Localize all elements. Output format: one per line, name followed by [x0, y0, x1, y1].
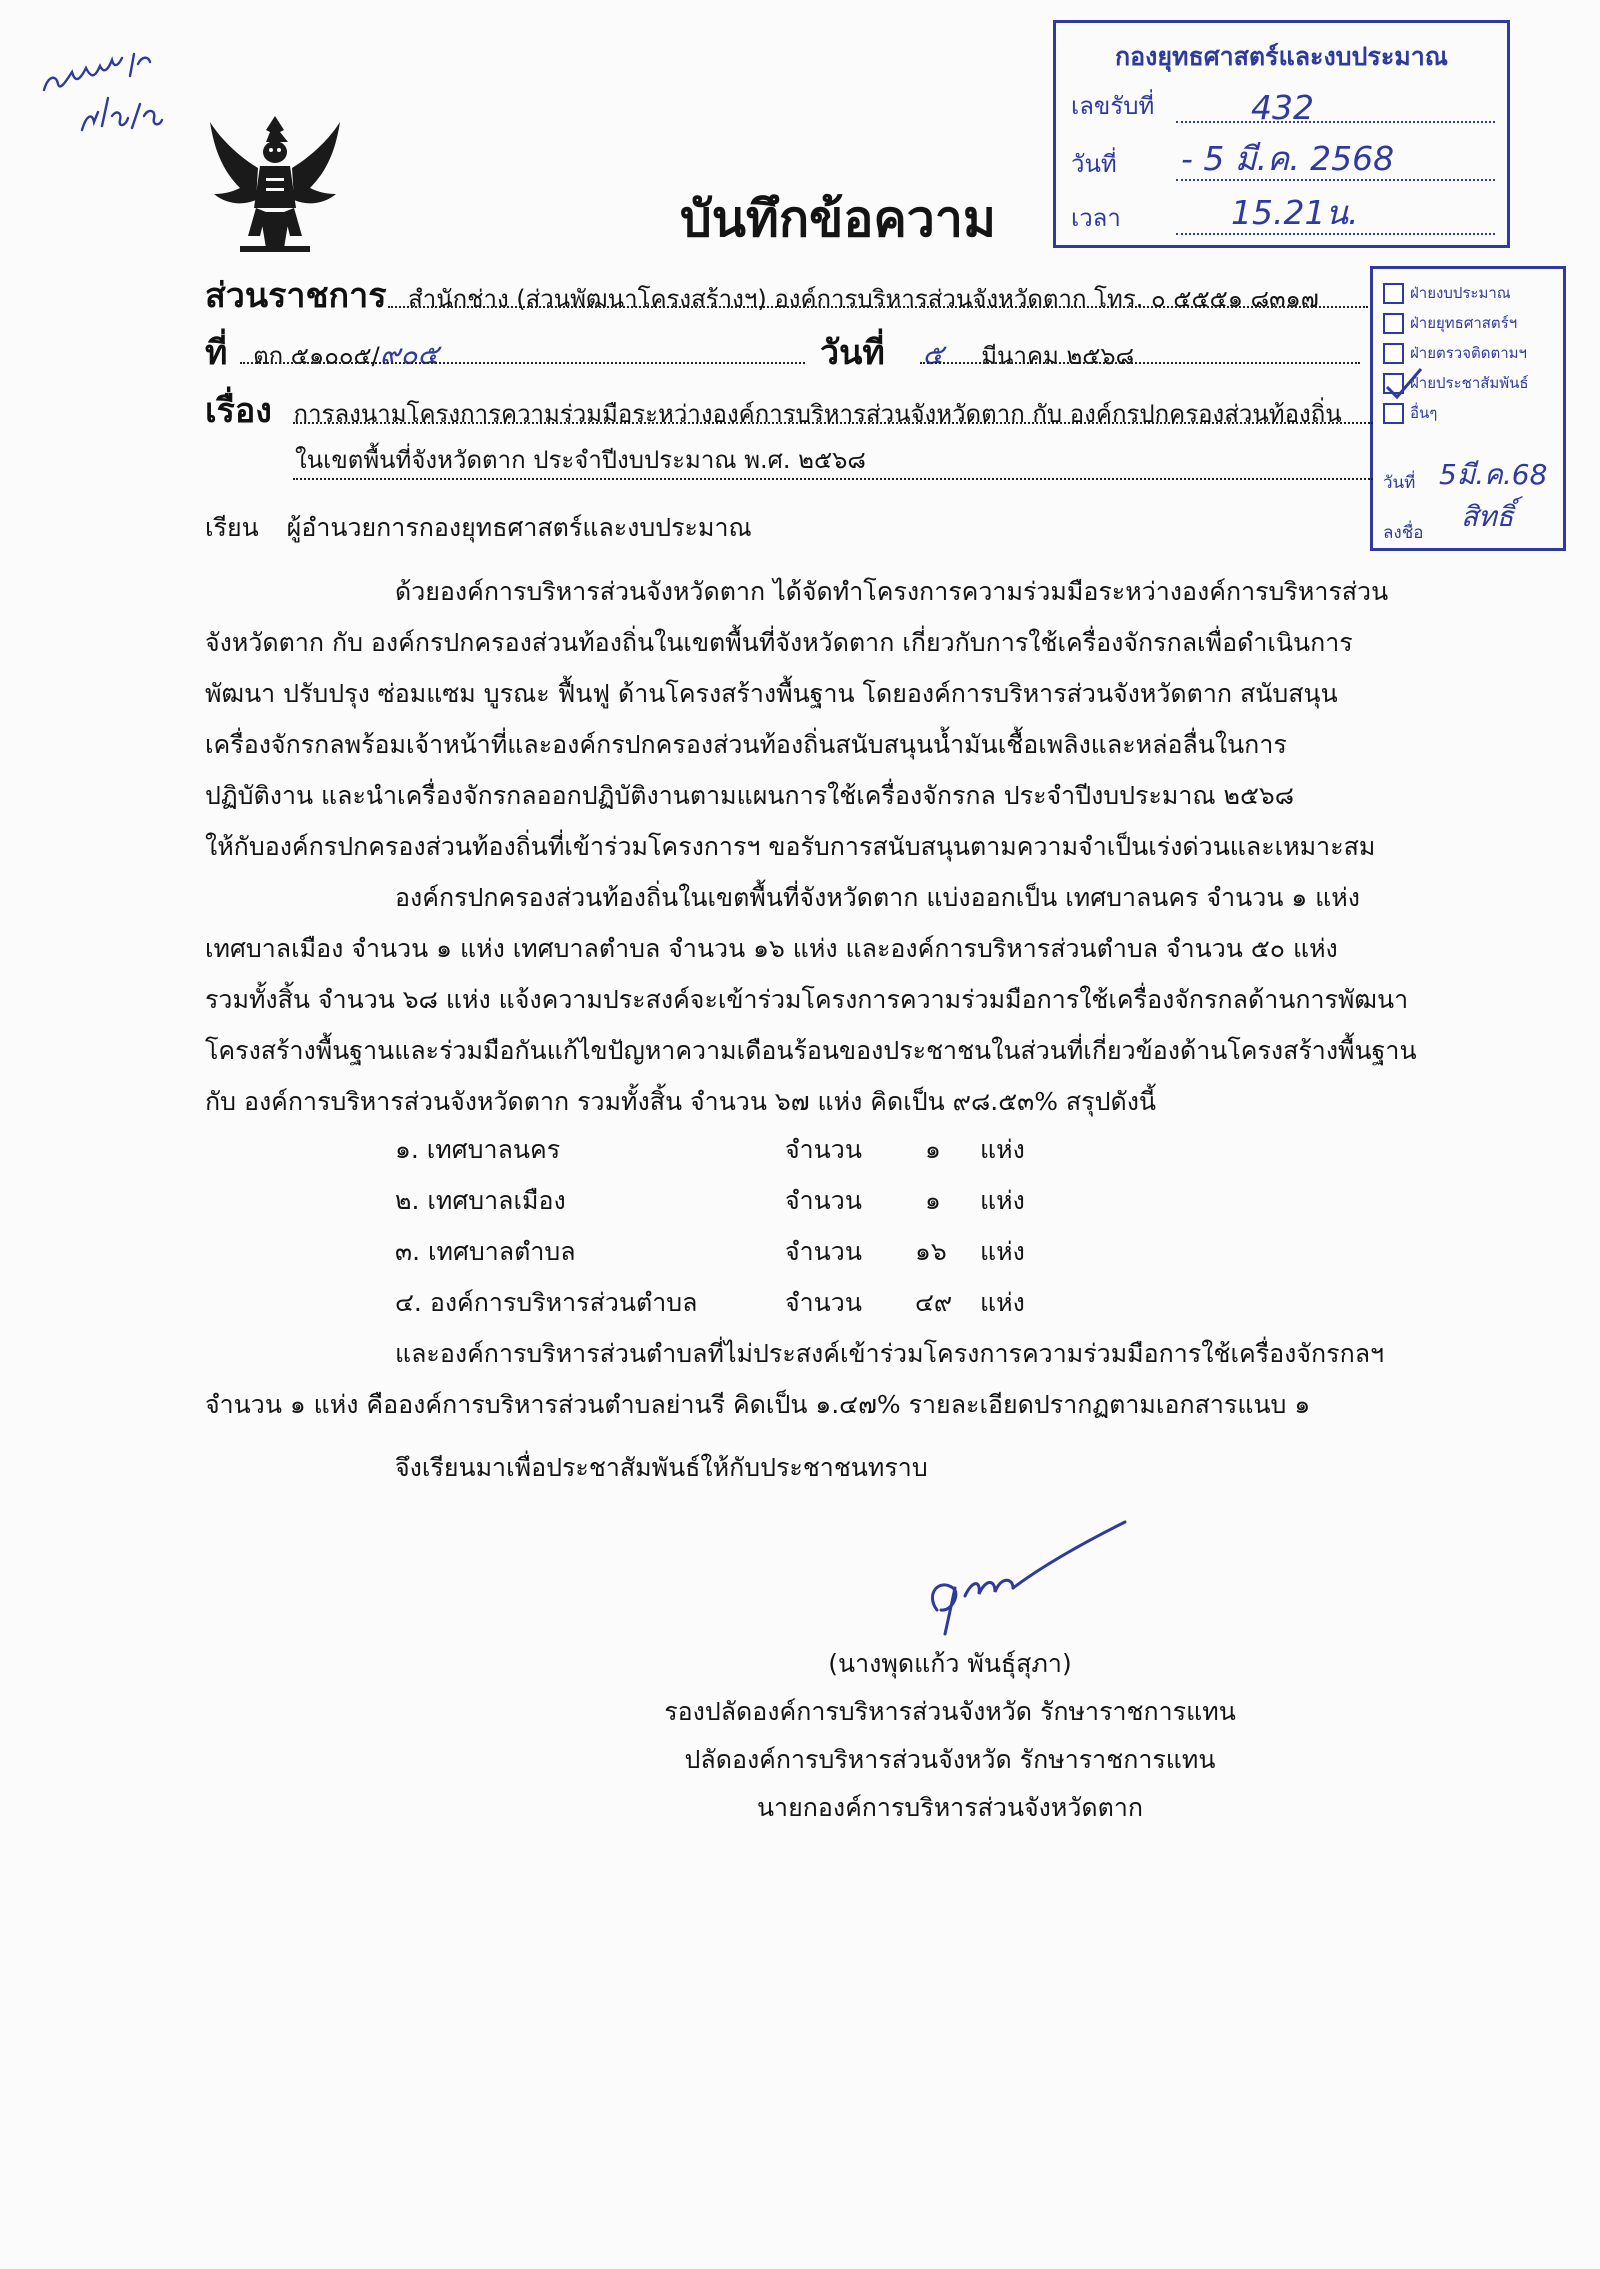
- stamp-time-row: [1071, 193, 1495, 239]
- summary-name: ๓. เทศบาลตำบล: [395, 1237, 576, 1266]
- handwritten-corner-note: [38, 46, 168, 142]
- summary-unit: แห่ง: [980, 1237, 1025, 1266]
- stamp-department: กองยุทธศาสตร์และงบประมาณ: [1115, 42, 1448, 71]
- salutation-recipient: ผู้อำนวยการกองยุทธศาสตร์และงบประมาณ: [286, 513, 752, 542]
- stamp-number-value: 432: [1251, 88, 1314, 127]
- summary-unit: แห่ง: [980, 1186, 1025, 1215]
- agency-label: ส่วนราชการ: [205, 276, 387, 316]
- summary-count: ๑๖: [915, 1237, 947, 1266]
- paragraph-2-line: เทศบาลเมือง จำนวน ๑ แห่ง เทศบาลตำบล จำนวน ๑๖ แห่ง และองค์การบริหารส่วนตำบล จำนวน ๕๐ แห่ง: [205, 934, 1338, 963]
- summary-name: ๑. เทศบาลนคร: [395, 1135, 561, 1164]
- paragraph-1-line: ให้กับองค์กรปกครองส่วนท้องถิ่นที่เข้าร่วมโครงการฯ ขอรับการสนับสนุนตามความจำเป็นเร่งด่วนและเหมาะสม: [205, 832, 1376, 861]
- stamp-date-label: วันที่: [1071, 150, 1117, 178]
- date-month-year: มีนาคม ๒๕๖๘: [981, 342, 1135, 370]
- reference-label: ที่: [205, 333, 228, 373]
- summary-name: ๒. เทศบาลเมือง: [395, 1186, 566, 1215]
- reference-handwritten-number: ๙๐๕: [379, 338, 439, 371]
- agency-line: [205, 268, 1319, 322]
- division-sign-label: ลงชื่อ: [1383, 523, 1424, 543]
- summary-unit: แห่ง: [980, 1288, 1025, 1317]
- signatory-position: นายกองค์การบริหารส่วนจังหวัดตาก: [756, 1793, 1144, 1822]
- checkmark-icon: [1383, 367, 1423, 399]
- stamp-time-value: 15.21น.: [1231, 193, 1359, 232]
- summary-name: ๔. องค์การบริหารส่วนตำบล: [395, 1288, 698, 1317]
- summary-unit: แห่ง: [980, 1135, 1025, 1164]
- summary-label: จำนวน: [785, 1237, 862, 1266]
- division-date-label: วันที่: [1383, 473, 1416, 493]
- date-day: ๕: [922, 338, 944, 371]
- paragraph-2-line: กับ องค์การบริหารส่วนจังหวัดตาก รวมทั้งสิ้น จำนวน ๖๗ แห่ง คิดเป็น ๙๘.๕๓% สรุปดังนี้: [205, 1087, 1156, 1116]
- paragraph-1-line: ปฏิบัติงาน และนำเครื่องจักรกลออกปฏิบัติงานตามแผนการใช้เครื่องจักรกล ประจำปีงบประมาณ ๒๕๖๘: [205, 781, 1295, 810]
- summary-row: [395, 1283, 1095, 1323]
- signatory-position: ปลัดองค์การบริหารส่วนจังหวัด รักษาราชการแทน: [684, 1745, 1216, 1774]
- reference-line: [205, 325, 439, 379]
- summary-count: ๑: [925, 1186, 941, 1215]
- checkbox-icon: [1383, 313, 1404, 334]
- checkbox-icon: [1383, 403, 1404, 424]
- summary-count: ๔๙: [915, 1288, 953, 1317]
- closing-line: จึงเรียนมาเพื่อประชาสัมพันธ์ให้กับประชาชนทราบ: [395, 1453, 928, 1482]
- signature-block: [450, 1640, 1450, 1832]
- paragraph-1-line: จังหวัดตาก กับ องค์กรปกครองส่วนท้องถิ่นในเขตพื้นที่จังหวัดตาก เกี่ยวกับการใช้เครื่องจักรกลเพื่อดำเนินการ: [205, 628, 1353, 657]
- summary-label: จำนวน: [785, 1186, 862, 1215]
- receipt-stamp: [1053, 20, 1510, 248]
- summary-row: [395, 1232, 1095, 1272]
- date-label: วันที่: [820, 333, 885, 373]
- salutation-label: เรียน: [205, 513, 259, 542]
- signatory-position: รองปลัดองค์การบริหารส่วนจังหวัด รักษาราชการแทน: [664, 1697, 1236, 1726]
- paragraph-2-line: โครงสร้างพื้นฐานและร่วมมือกันแก้ไขปัญหาความเดือนร้อนของประชาชนในส่วนที่เกี่ยวข้องด้านโครงสร้างพื้นฐาน: [205, 1036, 1417, 1065]
- subject-label: เรื่อง: [205, 391, 272, 431]
- subject-line-2: ในเขตพื้นที่จังหวัดตาก ประจำปีงบประมาณ พ.ศ. ๒๕๖๘: [295, 446, 866, 474]
- paragraph-2-line: รวมทั้งสิ้น จำนวน ๖๘ แห่ง แจ้งความประสงค์จะเข้าร่วมโครงการความร่วมมือการใช้เครื่องจักรกลด้านการพัฒนา: [205, 985, 1409, 1014]
- summary-row: [395, 1130, 1095, 1170]
- date-line: [820, 325, 1134, 379]
- paragraph-3-line: และองค์การบริหารส่วนตำบลที่ไม่ประสงค์เข้าร่วมโครงการความร่วมมือการใช้เครื่องจักรกลฯ: [395, 1339, 1385, 1368]
- stamp-date-value: - 5 มี.ค. 2568: [1181, 139, 1395, 178]
- signatory-name: (นางพุดแก้ว พันธุ์สุภา): [828, 1649, 1072, 1678]
- division-option-checked: ฝ่ายประชาสัมพันธ์: [1383, 371, 1529, 395]
- division-sign-value: สิทธิ์: [1461, 500, 1514, 533]
- summary-count: ๑: [925, 1135, 941, 1164]
- stamp-date-row: [1071, 139, 1495, 185]
- paragraph-1-line: พัฒนา ปรับปรุง ซ่อมแซม บูรณะ ฟื้นฟู ด้านโครงสร้างพื้นฐาน โดยองค์การบริหารส่วนจังหวัดตาก สนับสนุน: [205, 679, 1338, 708]
- paragraph-1-line: เครื่องจักรกลพร้อมเจ้าหน้าที่และองค์กรปกครองส่วนท้องถิ่นสนับสนุนน้ำมันเชื้อเพลิงและหล่อลื่นในการ: [205, 730, 1287, 759]
- division-stamp: [1370, 266, 1566, 551]
- garuda-emblem-icon: [200, 108, 350, 258]
- paragraph-1-line: ด้วยองค์การบริหารส่วนจังหวัดตาก ได้จัดทำโครงการความร่วมมือระหว่างองค์การบริหารส่วน: [395, 577, 1389, 606]
- checkbox-icon: [1383, 343, 1404, 364]
- division-option: อื่นๆ: [1383, 401, 1437, 425]
- division-option: ฝ่ายงบประมาณ: [1383, 281, 1511, 305]
- reference-value: ตก ๕๑๐๐๕/: [253, 342, 380, 370]
- summary-label: จำนวน: [785, 1135, 862, 1164]
- checkbox-icon: [1383, 283, 1404, 304]
- agency-value: สำนักช่าง (ส่วนพัฒนาโครงสร้างฯ) องค์การบริหารส่วนจังหวัดตาก โทร. ๐ ๕๕๕๑ ๘๓๑๗: [408, 285, 1319, 313]
- stamp-number-label: เลขรับที่: [1071, 92, 1155, 120]
- division-option: ฝ่ายตรวจติดตามฯ: [1383, 341, 1527, 365]
- division-date-value: 5มี.ค.68: [1439, 458, 1548, 491]
- stamp-number-row: [1071, 88, 1495, 127]
- division-option: ฝ่ายยุทธศาสตร์ฯ: [1383, 311, 1517, 335]
- summary-label: จำนวน: [785, 1288, 862, 1317]
- paragraph-2-line: องค์กรปกครองส่วนท้องถิ่นในเขตพื้นที่จังหวัดตาก แบ่งออกเป็น เทศบาลนคร จำนวน ๑ แห่ง: [395, 883, 1360, 912]
- paragraph-3-line: จำนวน ๑ แห่ง คือองค์การบริหารส่วนตำบลย่านรี คิดเป็น ๑.๔๗% รายละเอียดปรากฏตามเอกสารแนบ ๑: [205, 1390, 1311, 1419]
- subject-line: [205, 383, 1342, 437]
- stamp-time-label: เวลา: [1071, 204, 1121, 232]
- subject-line-1: การลงนามโครงการความร่วมมือระหว่างองค์การบริหารส่วนจังหวัดตาก กับ องค์กรปกครองส่วนท้องถิ่น: [293, 400, 1342, 428]
- document-title: บันทึกข้อความ: [680, 190, 996, 248]
- handwritten-signature: [915, 1518, 1135, 1638]
- salutation-line: [205, 508, 752, 548]
- summary-row: [395, 1181, 1095, 1221]
